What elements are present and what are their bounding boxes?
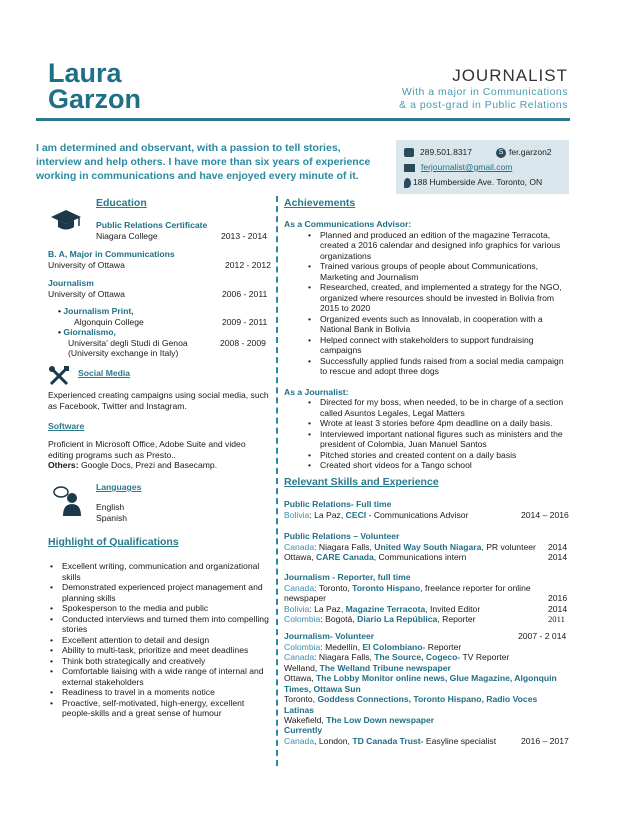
exp-row: Ottawa, CARE Canada, Communications intern 2014 bbox=[284, 552, 568, 562]
exp-row: Wakefield, The Low Down newspaper bbox=[284, 715, 435, 725]
skype-icon: S bbox=[496, 148, 506, 158]
list-item: • Directed for my boss, when needed, to be in charge of a section called Asuntos Legales, Legal Matters bbox=[306, 397, 569, 418]
exp-row: newspaper 2016 bbox=[284, 593, 568, 603]
social-media-text: Experienced creating campaigns using social media, such as Facebook, Twitter and Instagram. bbox=[48, 390, 269, 411]
exp-pr-full bbox=[284, 499, 569, 520]
first-name: Laura bbox=[48, 58, 122, 88]
exp-row: Canada: Niagara Falls, The Source, Cogeco- TV Reporter bbox=[284, 652, 510, 662]
job-title: JOURNALIST bbox=[452, 66, 568, 85]
achievements-block bbox=[284, 219, 569, 471]
edu-title: B. A, Major in Communications bbox=[48, 249, 175, 259]
list-item: • Spokesperson to the media and public bbox=[48, 603, 273, 614]
list-item: • Wrote at least 3 stories before 4pm deadline on a daily basis. bbox=[306, 418, 569, 429]
language-item: English bbox=[96, 502, 125, 512]
language-item: Spanish bbox=[96, 512, 128, 523]
journalist-list bbox=[284, 397, 569, 471]
email-link[interactable]: ferjournalist@gmail.com bbox=[421, 162, 513, 172]
edu-school: University of Ottawa bbox=[48, 259, 125, 270]
social-media-heading: Social Media bbox=[78, 368, 131, 378]
software-others: Others: Google Docs, Prezi and Basecamp. bbox=[48, 460, 218, 470]
subtitle-line-2: & a post-grad in Public Relations bbox=[399, 99, 568, 111]
phone-icon bbox=[404, 148, 414, 157]
edu-years: 2013 - 2014 bbox=[221, 230, 267, 241]
exp-row: Canada: Toronto, Toronto Hispano, freelance reporter for online bbox=[284, 582, 531, 593]
exp-journalism-volunteer bbox=[284, 631, 569, 726]
list-item: • Proactive, self-motivated, high-energy, excellent people-skills and a great sense of humour bbox=[48, 698, 273, 719]
exp-row: Canada, London, TD Canada Trust- Easyline specialist 2016 – 2017 bbox=[284, 735, 569, 746]
edu-item-journalism bbox=[48, 278, 273, 299]
column-divider bbox=[276, 196, 278, 766]
list-item: • Successfully applied funds raised from a social media campaign to rescue and adopt three dogs bbox=[306, 356, 569, 377]
experience-heading: Relevant Skills and Experience bbox=[284, 476, 439, 488]
achievements-heading: Achievements bbox=[284, 197, 356, 209]
last-name: Garzon bbox=[48, 84, 142, 114]
journalist-label: As a Journalist: bbox=[284, 386, 349, 397]
edu-extra: (University exchange in Italy) bbox=[68, 348, 179, 358]
address-row bbox=[404, 177, 542, 188]
list-item: • Organized events such as Innovalab, in cooperation with a National Bank in Bolivia bbox=[306, 314, 569, 335]
list-item: • Trained various groups of people about Communications, Marketing and Journalism bbox=[306, 261, 569, 282]
graduation-cap-icon bbox=[50, 208, 82, 232]
exp-row: Toronto, Goddess Connections, Toronto Hispano, Radio Voces Latinas bbox=[284, 694, 538, 715]
header-rule bbox=[36, 118, 570, 121]
edu-years: 2009 - 2011 bbox=[222, 316, 268, 327]
email-row bbox=[404, 162, 512, 172]
edu-years: 2012 - 2012 bbox=[225, 259, 271, 270]
edu-title: Public Relations Certificate bbox=[96, 220, 208, 230]
edu-subitem-italy bbox=[58, 327, 273, 359]
languages-heading: Languages bbox=[96, 482, 142, 492]
phone-row bbox=[404, 147, 472, 157]
software-heading: Software bbox=[48, 421, 85, 431]
exp-label: Journalism - Reporter, full time bbox=[284, 572, 411, 582]
list-item: • Comfortable liaising with a wide range of internal and external stakeholders bbox=[48, 666, 273, 687]
exp-row: Canada: Niagara Falls, United Way South Niagara, PR volunteer 2014 bbox=[284, 541, 568, 552]
edu-years: 2006 - 2011 bbox=[222, 288, 268, 299]
edu-title: • Journalism Print, bbox=[58, 306, 134, 316]
edu-title: Journalism bbox=[48, 278, 94, 288]
qualifications-list bbox=[48, 561, 273, 719]
list-item: • Excellent writing, communication and organizational skills bbox=[48, 561, 273, 582]
list-item: • Interviewed important national figures such as ministers and the president of Colombia, Juan Manuel Santos bbox=[306, 429, 569, 450]
qualifications-heading: Highlight of Qualifications bbox=[48, 536, 179, 548]
location-pin-icon bbox=[404, 178, 411, 188]
exp-label: Journalism- Volunteer 2007 - 2 014 bbox=[284, 631, 567, 641]
languages-list bbox=[96, 502, 127, 523]
edu-title: • Giornalismo, bbox=[58, 327, 116, 337]
subtitle bbox=[399, 86, 568, 112]
edu-years: 2008 - 2009 bbox=[220, 337, 266, 348]
exp-label: Public Relations- Full time bbox=[284, 499, 392, 509]
edu-school: Algonquin College bbox=[74, 316, 144, 327]
list-item: • Created short videos for a Tango school bbox=[306, 460, 569, 471]
edu-item-ba bbox=[48, 249, 273, 270]
edu-school: Universita' degli Studi di Genoa bbox=[68, 337, 188, 348]
exp-row: Times, Ottawa Sun bbox=[284, 683, 361, 694]
list-item: • Think both strategically and creatively bbox=[48, 656, 273, 667]
speech-bubble-person-icon bbox=[52, 486, 84, 516]
exp-pr-volunteer bbox=[284, 531, 569, 563]
exp-current bbox=[284, 725, 569, 746]
edu-item-pr bbox=[96, 220, 271, 241]
list-item: • Planned and produced an edition of the magazine Terracota, created a 2016 calendar and designed info graphics for various organizations bbox=[306, 230, 569, 262]
exp-row: Bolivia: La Paz, Magazine Terracota, Invited Editor 2014 bbox=[284, 603, 568, 614]
comm-advisor-label: As a Communications Advisor: bbox=[284, 219, 412, 229]
mail-icon bbox=[404, 164, 415, 172]
list-item: • Ability to multi-task, prioritize and meet deadlines bbox=[48, 645, 273, 656]
exp-row: Colombia: Medellín, El Colombiano- Reporter bbox=[284, 641, 462, 652]
candidate-name bbox=[48, 60, 141, 112]
list-item: • Pitched stories and created content on a daily basis bbox=[306, 450, 569, 461]
subtitle-line-1: With a major in Communications bbox=[401, 86, 568, 98]
comm-advisor-list bbox=[284, 230, 569, 377]
list-item: • Demonstrated experienced project management and planning skills bbox=[48, 582, 273, 603]
skype-handle: fer.garzon2 bbox=[509, 147, 552, 157]
summary: I am determined and observant, with a passion to tell stories, interview and help others. I have more than six years of experience working in communications and have enjoyed every minute of it. bbox=[36, 142, 371, 182]
exp-row: Colombia: Bogotá, Diario La República, Reporter 2011 bbox=[284, 614, 565, 624]
address: 188 Humberside Ave. Toronto, ON bbox=[413, 177, 543, 187]
edu-subitem-print bbox=[58, 306, 273, 327]
list-item: • Readiness to travel in a moments notice bbox=[48, 687, 273, 698]
tools-icon bbox=[48, 365, 70, 387]
software-text bbox=[48, 439, 273, 471]
list-item: • Researched, created, and implemented a strategy for the NGO, organized where resources should be invested in Bolivia from 2015 to 2020 bbox=[306, 282, 569, 314]
list-item: • Helped connect with stakeholders to support fundraising campaigns bbox=[306, 335, 569, 356]
exp-row: Welland, The Welland Tribune newspaper bbox=[284, 662, 451, 673]
education-heading: Education bbox=[96, 197, 147, 209]
exp-label: Public Relations – Volunteer bbox=[284, 531, 400, 541]
contact-box bbox=[396, 140, 569, 194]
exp-row: Ottawa, The Lobby Monitor online news, Glue Magazine, Algonquin bbox=[284, 673, 557, 683]
list-item: • Excellent attention to detail and design bbox=[48, 635, 273, 646]
skype-row bbox=[496, 147, 552, 158]
exp-row: Bolivia: La Paz, CECI - Communications Advisor 2014 – 2016 bbox=[284, 509, 569, 520]
exp-label: Currently bbox=[284, 725, 323, 735]
edu-school: University of Ottawa bbox=[48, 288, 125, 299]
list-item: • Conducted interviews and turned them into compelling stories bbox=[48, 614, 273, 635]
edu-school: Niagara College bbox=[96, 230, 158, 241]
software-description: Proficient in Microsoft Office, Adobe Suite and video editing programs such as Presto.. bbox=[48, 439, 246, 460]
exp-journalism-full bbox=[284, 572, 569, 625]
phone-number: 289.501.8317 bbox=[420, 147, 472, 157]
